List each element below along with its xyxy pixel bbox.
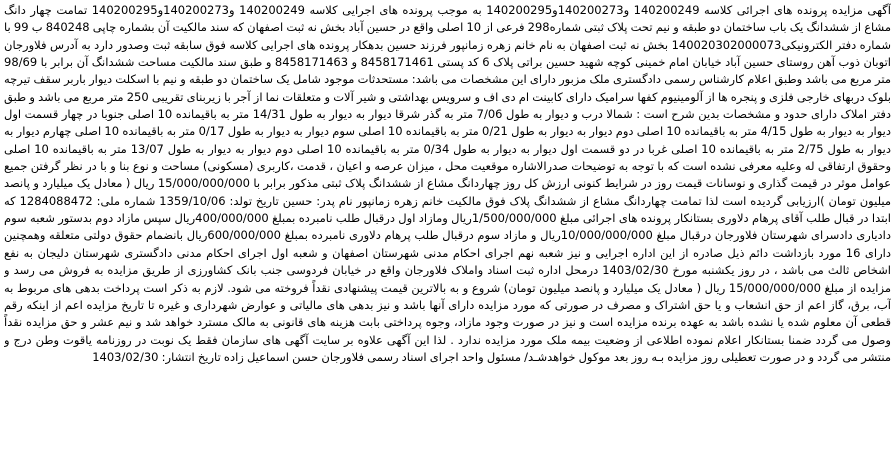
auction-notice-text: آگهی مزایده پرونده های اجرائی کلاسه 140200249 و140200273و140200295 به موجب پرونده های اجرایی کلاسه 140200249 و140200273و140200295 تمامت چهار دانگ مشاع از ششدانگ یک باب ساختمان دو طبقه و نیم تحت پلاک ثبتی شماره298 فرعی از 10 اصلی واقع در حسین آباد بخش نه ثبت اصفهان که سند مالکیت آن بشماره چاپی 840248 ب 99 با شماره دفتر الکترونیکی140020302000073 بخش نه ثبت اصفهان به نام خانم زهره زمانپور فرزند حسین بدهکار پرونده های اجرایی کلاسه فوق سابقه ثبت وصدور دارد به آدرس فلاورجان اتوبان ذوب آهن روستای حسین آباد خیابان امام خمینی کوچه شهید حسین براتی پلاک 6 کد پستی 8458171461 و 8458171463 و طبق سند مالکیت مساحت ششدانگ آن برابر با 98/69 متر مربع می باشد وطبق اعلام کارشناس رسمی دادگستری ملک مزبور دارای این مشخصات می باشد: مستحدثات موجود شامل یک ساختمان دو طبقه و نیم با اسکلت دیوار باربر سقف تیرچه بلوک دربهای خارجی فلزی و پنجره ها از آلومینیوم کفها سرامیک دارای کابینت ام دی اف و سرویس بهداشتی و شیر آلات و متعلقات نما از آجر با زیربنای تقریبی 250 متر مربع می باشد و طبق دفتر املاک دارای حدود و مشخصات بدین شرح است : شمالا درب و دیوار به طول 7/06 متر به گذر شرقا دیوار به دیوار به طول 14/31 متر به باقیمانده 10 اصلی جنوبا در چهار قسمت اول دیوار به دیوار به طول 4/15 متر به باقیمانده 10 اصلی دوم دیوار به دیوار به طول 0/21 متر به باقیمانده 10 اصلی سوم دیوار به دیوار به طول 0/17 متر به باقیمانده 10 اصلی چهارم دیوار به دیوار به طول 2/75 متر به باقیمانده 10 اصلی غربا در دو قسمت اول دیوار به دیوار به طول 0/34 متر به باقیمانده 10 اصلی دوم دیوار به دیوار به طول 13/07 متر به باقیمانده 10 اصلی وحقوق ارتفاقی له وعلیه معرفی نشده است که با توجه به توضیحات صدرالاشاره موقعیت محل ، میزان عرصه و اعیان ، قدمت ،کاربری (مسکونی) مساحت و نوع بنا و با در نظر گرفتن جمیع عوامل موثر در قیمت گذاری و نوسانات قیمت روز در شرایط کنونی ارزش کل روز چهاردانگ مشاع از ششدانگ پلاک ثبتی مذکور برابر با 15/000/000/000 ریال ( معادل یک میلیارد و پانصد میلیون تومان )ارزیابی گردیده است لذا تمامت چهاردانگ مشاع از ششدانگ پلاک فوق مالکیت خانم زهره زمانپور نام پدر: حسین تاریخ تولد: 1359/10/06 شماره ملی: 1284088472 که ابتدا در قبال طلب آقای پرهام دلاوری بستانکار پرونده های اجرائی مبلغ 1/500/000/000ریال ومازاد اول درقبال طلب نامبرده بمبلغ 400/000/000ریال سپس مازاد دوم بدستور شعبه سوم دادیاری دادسرای شهرستان فلاورجان درقبال مبلغ 10/000/000/000ریال و مازاد سوم درقبال طلب پرهام دلاوری نامبرده بمبلغ 600/000/000ریال بانضمام حقوق دولتی متعلقه وهمچنین دارای 16 مورد بازداشت دائم ذیل صادره از این اداره اجرایی و نیز شعبه نهم اجرای احکام مدنی شهرستان اصفهان و شعبه اول اجرای احکام مدنی دادگستری شهرستان دلیجان به نفع اشخاص ثالث می باشد ، در روز یکشنبه مورخ 1403/02/30 درمحل اداره ثبت اسناد واملاک فلاورجان واقع در خیابان فردوسی جنب بانک کشاورزی از طریق مزایده به فروش می رسد و مزایده از مبلغ 15/000/000/000 ریال ( معادل یک میلیارد و پانصد میلیون تومان) شروع و به بالاترین قیمت پیشنهادی نقداً فروخته می شود. لازم به ذکر است پرداخت بدهی های مربوط به آب، برق، گاز اعم از حق انشعاب و یا حق اشتراک و مصرف در صورتی که مورد مزایده دارای آنها باشد و نیز بدهی های مالیاتی و عوارض شهرداری و غیره تا تاریخ مزایده اعم از اینکه رقم قطعی آن معلوم شده یا نشده باشد به عهده برنده مزایده است و نیز در صورت وجود مازاد، وجوه پرداختی بابت هزینه های قانونی به مالک مسترد خواهد شد و نیم عشر و حق مزایده نقداً وصول می گردد ضمنا بستانکار اعلام نموده اطلاعی از وضعیت بیمه ملک مورد مزایده ندارد . لذا این آگهی علاوه بر سایت آگهی های سازمان فقط یک نوبت در روزنامه یاقوت وطن درج و منتشر می گردد و در صورت تعطیلی روز مزایده بـه روز بعد موکول خواهدشـد/ مسئول واحد اجرای اسناد رسمی فلاورجان حسن اسماعیل زاده تاریخ انتشار: 1403/02/30 (4, 3, 891, 364)
